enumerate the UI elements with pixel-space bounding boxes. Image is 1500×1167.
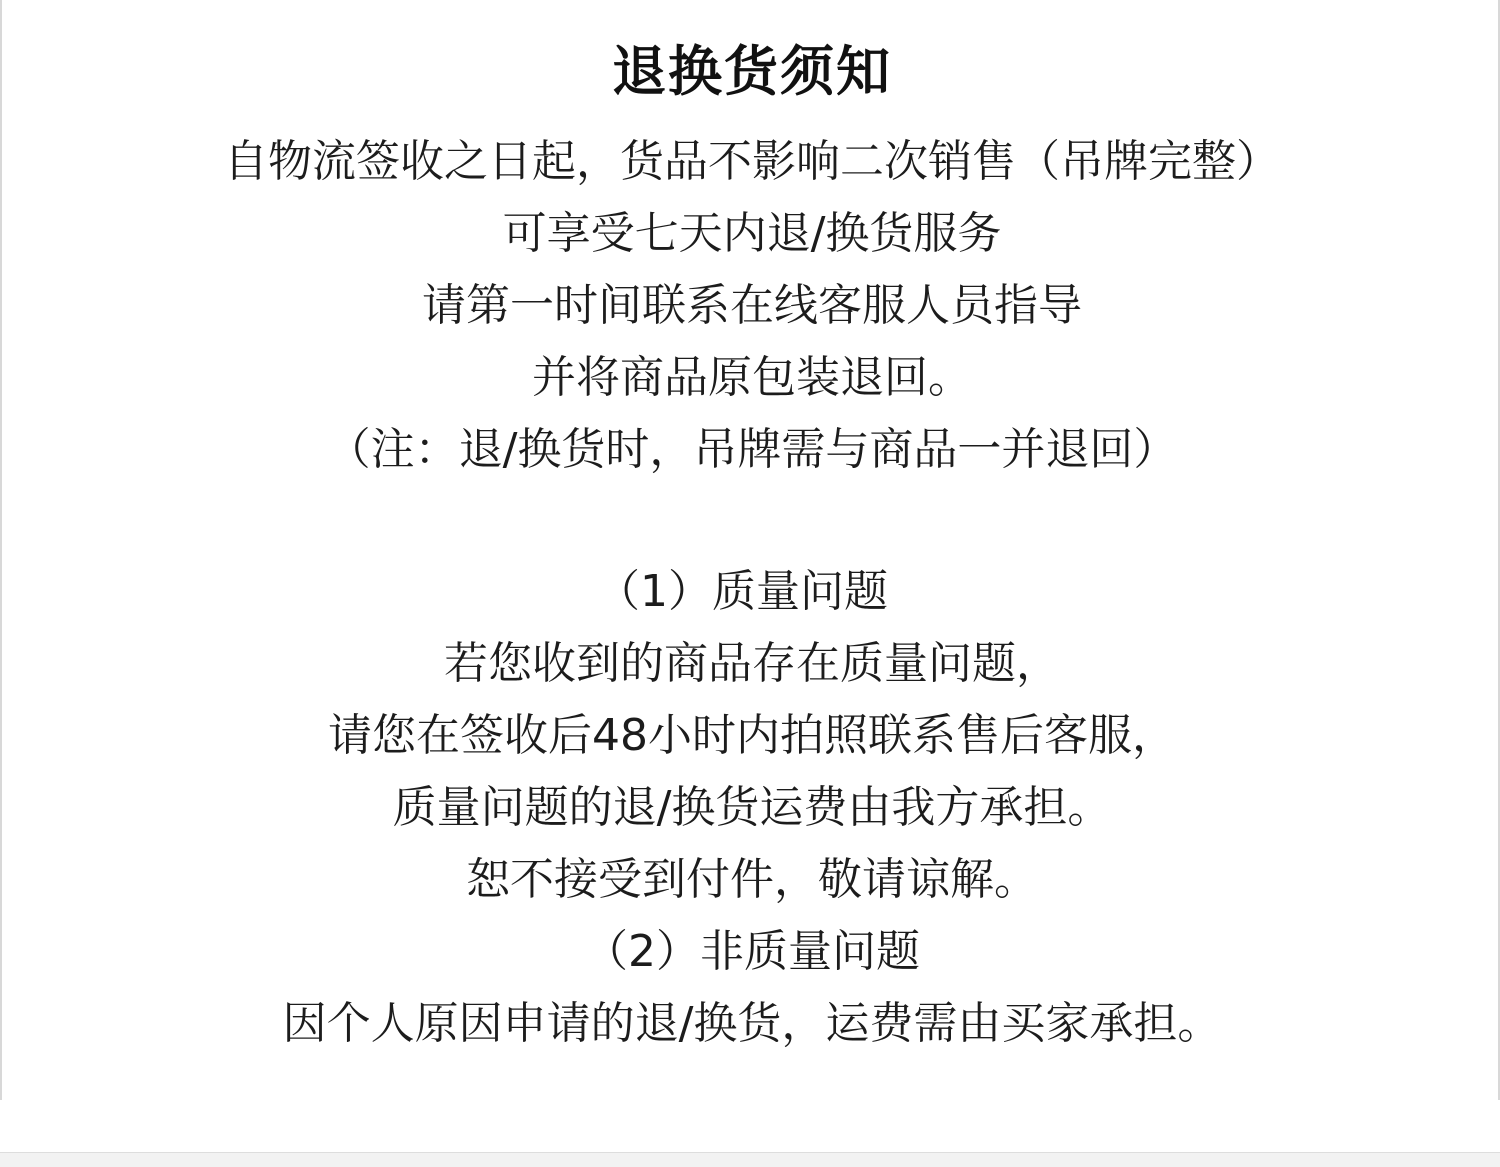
quality-issue-line-2: 请您在签收后48小时内拍照联系售后客服，: [328, 710, 1176, 761]
intro-line-1: 自物流签收之日起，货品不影响二次销售（吊牌完整）: [224, 136, 1280, 187]
intro-note: （注：退/换货时，吊牌需与商品一并退回）: [326, 424, 1178, 475]
notice-title: 退换货须知: [612, 40, 892, 103]
bottom-edge-strip: [0, 1152, 1500, 1167]
quality-issue-line-1: 若您收到的商品存在质量问题，: [444, 638, 1060, 689]
intro-line-2: 可享受七天内退/换货服务: [502, 208, 1002, 259]
non-quality-issue-line-1: 因个人原因申请的退/换货，运费需由买家承担。: [282, 998, 1222, 1049]
intro-line-3: 请第一时间联系在线客服人员指导: [422, 280, 1082, 331]
quality-issue-line-3: 质量问题的退/换货运费由我方承担。: [392, 782, 1112, 833]
non-quality-issue-heading: （2）非质量问题: [584, 926, 920, 977]
quality-issue-line-4: 恕不接受到付件，敬请谅解。: [466, 854, 1038, 905]
quality-issue-heading: （1）质量问题: [596, 566, 888, 617]
intro-line-4: 并将商品原包装退回。: [532, 352, 972, 403]
